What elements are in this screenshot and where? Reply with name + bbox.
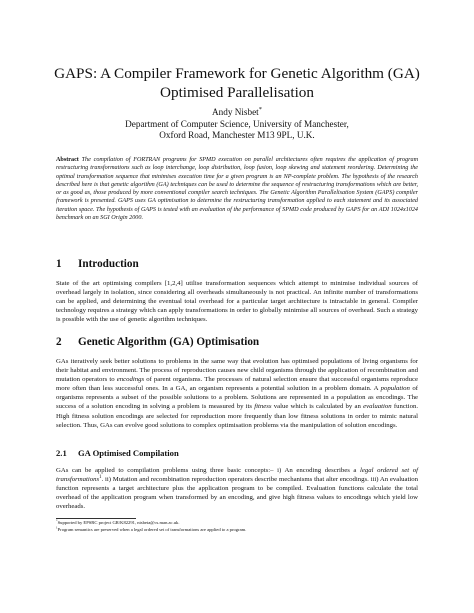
footnote-1: *Supported by EPSRC project GR/K82291, nisbeta@cs.man.ac.uk. [56,518,180,525]
section-title: Genetic Algorithm (GA) Optimisation [78,336,260,348]
author-name-line [0,107,474,119]
abstract [56,156,418,222]
ga-optimisation-paragraph: GAs iteratively seek better solutions to problems in the same way that evolution has optimised populations of living organisms for their habitat and environment. The process of reproduction causes new child organisms through the application of recombination and mutation operators to encodings of parent organisms. The processes of natural selection ensure that successful organisms reproduce more often than less successful ones. In a GA, an organism represents a potential solution in a problem domain. A population of organisms represents a subset of the possible solutions to a problem. Solutions are represented in a population as encodings. The success of a solution encoding in solving a problem is measured by its fitness value which is calculated by an evaluation function. High fitness solution encodings are selected for reproduction more frequently than low fitness solutions in order to mimic natural selection. Thus, GAs can evolve good solutions to complex optimisation problems via the manipulation of solution encodings. [56,358,419,429]
section-heading-ga-optimisation [56,335,418,349]
paper-title [0,64,474,102]
section-title: Introduction [78,258,139,270]
footnote-ref-mark: 1 [99,474,102,480]
author-footnote-mark: * [258,105,262,113]
footnote-divider [56,518,136,519]
title-line-2: Optimised Parallelisation [160,84,314,101]
footnote-2: $^1$Program semantics are preserved when a legal ordered set of transformations are applied to a program. [56,525,247,532]
section-heading-introduction [56,257,418,271]
author-affiliation-2: Oxford Road, Manchester M13 9PL, U.K. [159,130,315,141]
subsection-heading-ga-compilation [56,448,418,459]
section-number: 1 [56,258,62,270]
author-name: Andy Nisbet [212,107,259,117]
introduction-paragraph: State of the art optimising compilers [1,2,4] utilise transformation sequences which attempt to minimise individual sources of overhead largely in isolation, since considering all overheads simultaneously is not practical. An infinite number of transformations can be applied, and determining the eventual total overhead for a particular target architecture is intractable in general. Compiler technology requires a strategy which can apply transformations in order to globally minimise all sources of overhead. Such a strategy is possible with the use of genetic algorithm techniques. [56,280,418,324]
subsection-title: GA Optimised Compilation [78,448,179,458]
subsection-number: 2.1 [56,448,67,458]
abstract-label: Abstract [56,157,79,163]
title-line-1: GAPS: A Compiler Framework for Genetic Algorithm (GA) [54,65,420,82]
author-affiliation-1: Department of Computer Science, University of Manchester, [125,118,349,129]
section-number: 2 [56,336,62,348]
ga-compilation-paragraph: GAs can be applied to compilation problems using three basic concepts:– i) An encoding describes a legal ordered set of transformations$^1$. ii) Mutation and recombination reproduction operators describe mechanisms that alter encodings. iii) An evaluation function represents a target architecture plus the application program to be compiled. Evaluation functions calculate the total overhead of the application program when transformed by an encoding, and give high fitness values to encodings which yield low overheads. [56,467,418,511]
abstract-text: The compilation of FORTRAN programs for SPMD execution on parallel architectures often requires the application of program restructuring transformations such as loop interchange, loop distribution, loop fusion, loop skewing and statement reordering. Determining the optimal transformation sequence that minimises execution time for a given program is an NP-complete problem. The hypothesis of the research described here is that genetic algorithm (GA) techniques can be used to determine the sequence of restructuring transformations which are better, or as good as, those produced by more conventional compiler search techniques. The Genetic Algorithm Parallelisation System (GAPS) compiler framework is presented. GAPS uses GA optimisation to determine the restructuring transformation applied to each statement and its associated iteration space. The hypothesis of GAPS is tested with an evaluation of the performance of SPMD code produced by GAPS for an ADI 1024x1024 benchmark on an SGI Origin 2000. [56,157,418,222]
author-block [0,107,474,142]
